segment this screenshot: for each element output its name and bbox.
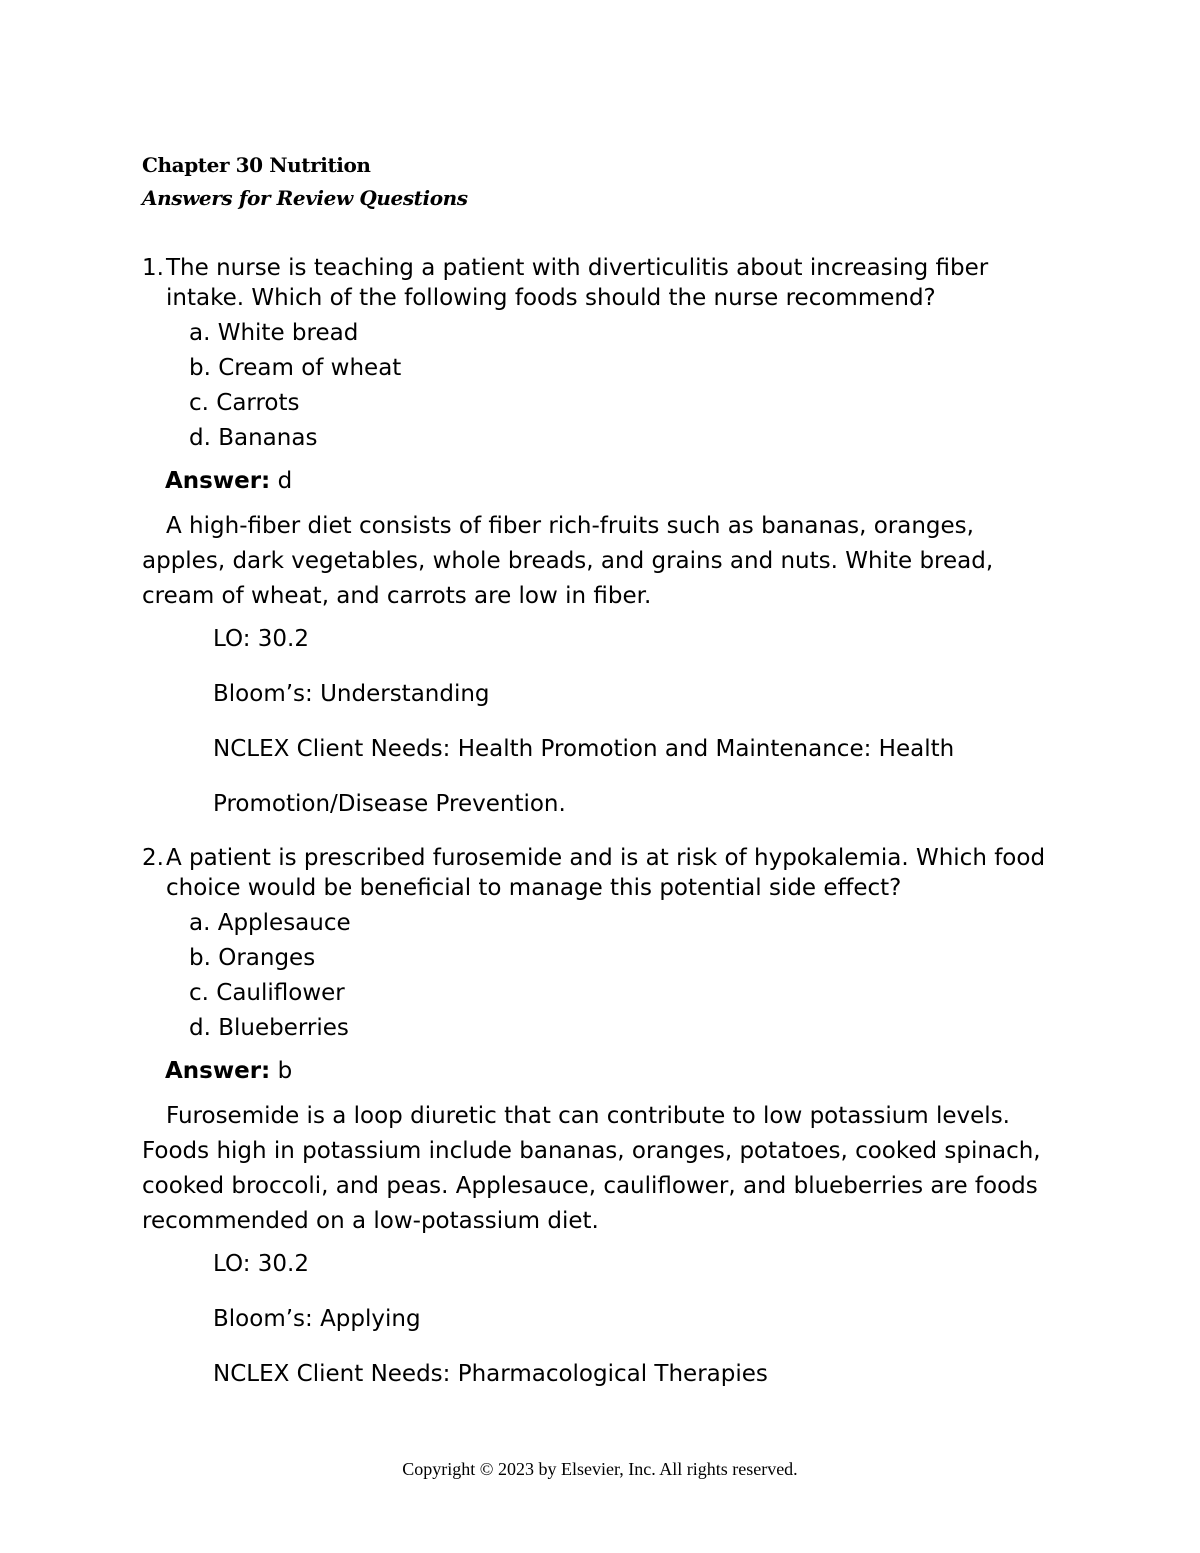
option-d: d. Blueberries xyxy=(189,1015,349,1041)
rationale: Furosemide is a loop diuretic that can contribute to low potassium levels. Foods high in potassium include bananas, oranges, potatoes, cooked spinach, cooked broccoli, and peas. Applesauce, cauliflower, and blueberries are foods recommended on a low-potassium diet. xyxy=(142,1103,1041,1234)
answer-value: b xyxy=(277,1058,293,1084)
option-c: c. Carrots xyxy=(189,390,300,416)
question-2 xyxy=(142,843,1062,1389)
question-stem xyxy=(142,843,1062,903)
question-stem xyxy=(142,253,1062,313)
question-number: 1. xyxy=(142,255,164,281)
question-text: A patient is prescribed furosemide and is at risk of hypokalemia. Which food choice would be beneficial to manage this potential side effect? xyxy=(166,845,1046,901)
learning-objective: LO: 30.2 xyxy=(213,1251,309,1277)
copyright-footer: Copyright © 2023 by Elsevier, Inc. All rights reserved. xyxy=(402,1459,798,1479)
blooms-level: Bloom’s: Understanding xyxy=(213,681,490,707)
option-d: d. Bananas xyxy=(189,425,318,451)
nclex-client-needs: NCLEX Client Needs: Pharmacological Therapies xyxy=(213,1361,768,1387)
nclex-client-needs: NCLEX Client Needs: Health Promotion and Maintenance: Health xyxy=(213,736,955,762)
option-b: b. Cream of wheat xyxy=(189,355,402,381)
answer-line xyxy=(142,1056,1062,1089)
question-1 xyxy=(142,253,1062,819)
option-a: a. White bread xyxy=(189,320,359,346)
answer-label: Answer: xyxy=(165,468,271,494)
answer-value: d xyxy=(277,468,293,494)
option-c: c. Cauliflower xyxy=(189,980,345,1006)
answer-options xyxy=(189,908,1109,1048)
answer-line xyxy=(142,466,1062,499)
question-metadata xyxy=(142,1249,1062,1389)
option-a: a. Applesauce xyxy=(189,910,351,936)
question-text: The nurse is teaching a patient with diverticulitis about increasing fiber intake. Which of the following foods should the nurse recommend? xyxy=(166,255,989,311)
chapter-title: Chapter 30 Nutrition xyxy=(142,153,371,177)
question-number: 2. xyxy=(142,845,164,871)
answer-label: Answer: xyxy=(165,1058,271,1084)
blooms-level: Bloom’s: Applying xyxy=(213,1306,421,1332)
nclex-client-needs-continued: Promotion/Disease Prevention. xyxy=(213,791,566,817)
learning-objective: LO: 30.2 xyxy=(213,626,309,652)
chapter-subtitle: Answers for Review Questions xyxy=(142,186,468,210)
rationale: A high-fiber diet consists of fiber rich-fruits such as bananas, oranges, apples, dark vegetables, whole breads, and grains and nuts. White bread, cream of wheat, and carrots are low in fiber. xyxy=(142,513,994,609)
answer-options xyxy=(189,318,1109,458)
option-b: b. Oranges xyxy=(189,945,316,971)
question-metadata xyxy=(142,624,1062,819)
